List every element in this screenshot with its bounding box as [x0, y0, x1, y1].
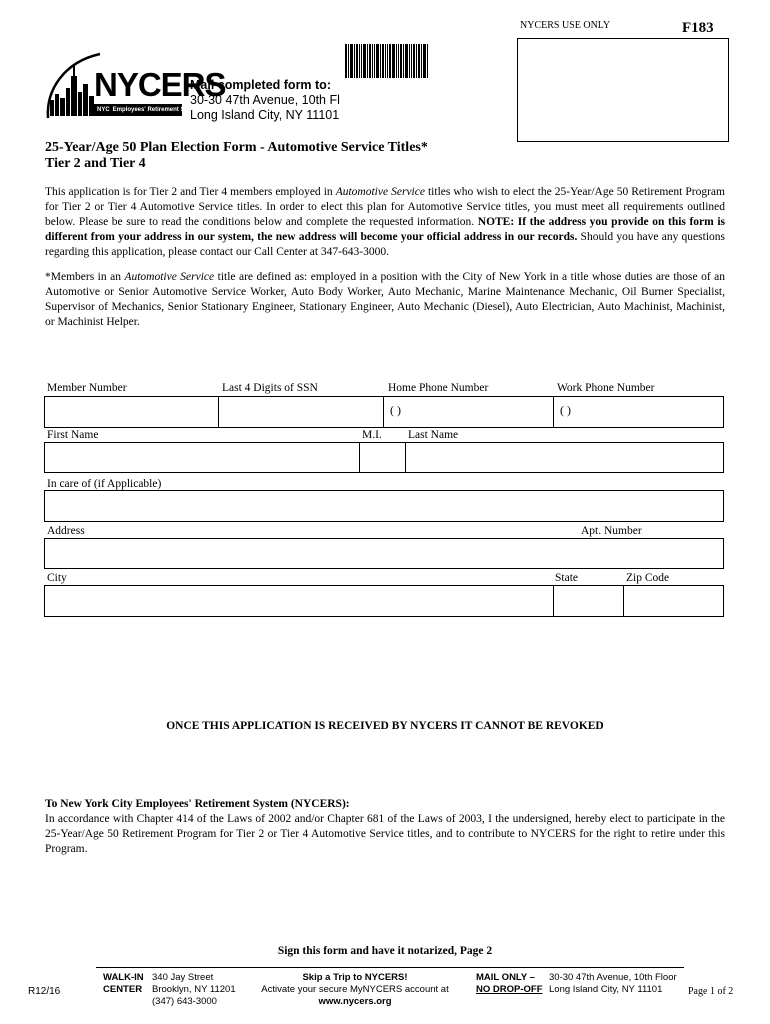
mail-only-address: [549, 972, 677, 996]
logo-tagline: Employees' Retirement System: [112, 107, 202, 113]
skip-trip-text: Activate your secure MyNYCERS account at: [261, 984, 449, 995]
state-input[interactable]: [553, 585, 624, 617]
in-care-of-label: In care of (if Applicable): [47, 478, 162, 490]
sign-instruction: Sign this form and have it notarized, Page 2: [277, 945, 493, 957]
last-name-label: Last Name: [408, 429, 459, 441]
intro-emphasis: Automotive Service: [335, 186, 425, 198]
irrevocable-notice: ONCE THIS APPLICATION IS RECEIVED BY NYCERS IT CANNOT BE REVOKED: [166, 720, 604, 732]
members-definition: [45, 270, 725, 330]
form-title-line1: 25-Year/Age 50 Plan Election Form - Automotive Service Titles*: [45, 140, 428, 155]
mi-input[interactable]: [359, 442, 406, 473]
first-name-label: First Name: [47, 429, 99, 441]
nycers-use-only-label: NYCERS USE ONLY: [520, 20, 611, 31]
mail-title: Mail completed form to:: [190, 78, 331, 92]
intro-text-c: Should you have any questions regarding this application, please contact our Call Center at 347-643-3000.: [45, 231, 725, 258]
walkin-address-line2: Brooklyn, NY 11201: [152, 984, 236, 995]
home-phone-prefix: ( ): [390, 403, 401, 417]
mail-only-address-line1: 30-30 47th Avenue, 10th Floor: [549, 972, 677, 983]
skip-trip-block: [255, 972, 455, 1008]
last-name-input[interactable]: [405, 442, 724, 473]
members-text-b: title are defined as: employed in a position with the City of New York in a title whose duties are those of an Automotive or Senior Automotive Service Worker, Auto Body Worker, Auto Mechanic, Marine Maintenance Mechanic, Oil Burner Specialist, Supervisor of Mechanics, Senior Stationary Engineer, Stationary Engineer, Auto Mechanic (Diesel), Auto Electrician, Auto Machinist, Machinist, or Machinist Helper.: [45, 271, 726, 328]
member-number-label: Member Number: [47, 382, 127, 394]
logo-wordmark: NYCERS: [94, 66, 226, 103]
walkin-address: [152, 972, 236, 1008]
form-number: F183: [682, 20, 714, 36]
ssn-label: Last 4 Digits of SSN: [222, 382, 318, 394]
work-phone-label: Work Phone Number: [557, 382, 655, 394]
state-label: State: [555, 572, 578, 584]
walkin-phone: (347) 643-3000: [152, 996, 217, 1007]
page-number: Page 1 of 2: [688, 986, 734, 997]
address-label: Address: [47, 525, 85, 537]
members-emphasis: Automotive Service: [124, 271, 215, 283]
zip-input[interactable]: [623, 585, 724, 617]
logo-tagline-bar: [94, 104, 202, 116]
apt-number-label: Apt. Number: [581, 525, 642, 537]
walkin-address-line1: 340 Jay Street: [152, 972, 214, 983]
first-name-input[interactable]: [44, 442, 360, 473]
mail-address-line1: 30-30 47th Avenue, 10th Fl: [190, 93, 340, 107]
city-label: City: [47, 572, 67, 584]
city-input[interactable]: [44, 585, 554, 617]
form-title-line2: Tier 2 and Tier 4: [45, 156, 146, 171]
election-heading: To New York City Employees' Retirement System (NYCERS):: [45, 798, 350, 810]
mailing-address-block: [190, 78, 340, 123]
walkin-label-2: CENTER: [103, 984, 143, 995]
home-phone-input[interactable]: [383, 396, 554, 428]
logo-tag-prefix: NYC: [97, 107, 110, 113]
footer-divider: [96, 967, 684, 968]
member-number-input[interactable]: [44, 396, 219, 428]
no-dropoff-label: NO DROP-OFF: [476, 984, 543, 995]
mail-only-address-line2: Long Island City, NY 11101: [549, 984, 663, 995]
intro-text-b: titles who wish to elect the 25-Year/Age 50 Retirement Program for Tier 2 or Tier 4 Automotive Service titles. In order to elect this plan for Automotive Service titles, you must meet all requirements outlined below. Please be sure to read the conditions below and complete the requested information.: [45, 186, 725, 228]
revision-code: R12/16: [28, 986, 61, 997]
ssn-input[interactable]: [218, 396, 384, 428]
members-text-a: *Members in an: [45, 271, 125, 283]
zip-label: Zip Code: [626, 572, 670, 584]
intro-text-a: This application is for Tier 2 and Tier 4 members employed in: [45, 186, 336, 198]
nycers-website-link[interactable]: www.nycers.org: [318, 996, 392, 1007]
form-title: [45, 140, 428, 172]
intro-note: NOTE: If the address you provide on this form is different from your address in our system, the new address will become your official address in our records.: [45, 216, 726, 243]
election-body: In accordance with Chapter 414 of the Laws of 2002 and/or Chapter 681 of the Laws of 2003, I the undersigned, hereby elect to participate in the 25-Year/Age 50 Retirement Program for Tier 2 or Tier 4 Automotive Service titles, and to contribute to NYCERS for the right to retire under this Program.: [45, 813, 725, 855]
intro-paragraph: [45, 185, 725, 260]
barcode: [345, 44, 433, 78]
skip-trip-title: Skip a Trip to NYCERS!: [302, 972, 408, 983]
in-care-of-input[interactable]: [44, 490, 724, 522]
walkin-label-1: WALK-IN: [103, 972, 144, 983]
nycers-logo: [42, 50, 226, 122]
mail-address-line2: Long Island City, NY 11101: [190, 108, 340, 122]
work-phone-prefix: ( ): [560, 403, 571, 417]
address-input[interactable]: [44, 538, 724, 569]
home-phone-label: Home Phone Number: [388, 382, 489, 394]
mi-label: M.I.: [362, 429, 382, 441]
mail-only-label: MAIL ONLY –: [476, 972, 535, 983]
nycers-use-only-box: [517, 38, 729, 142]
work-phone-input[interactable]: [553, 396, 724, 428]
